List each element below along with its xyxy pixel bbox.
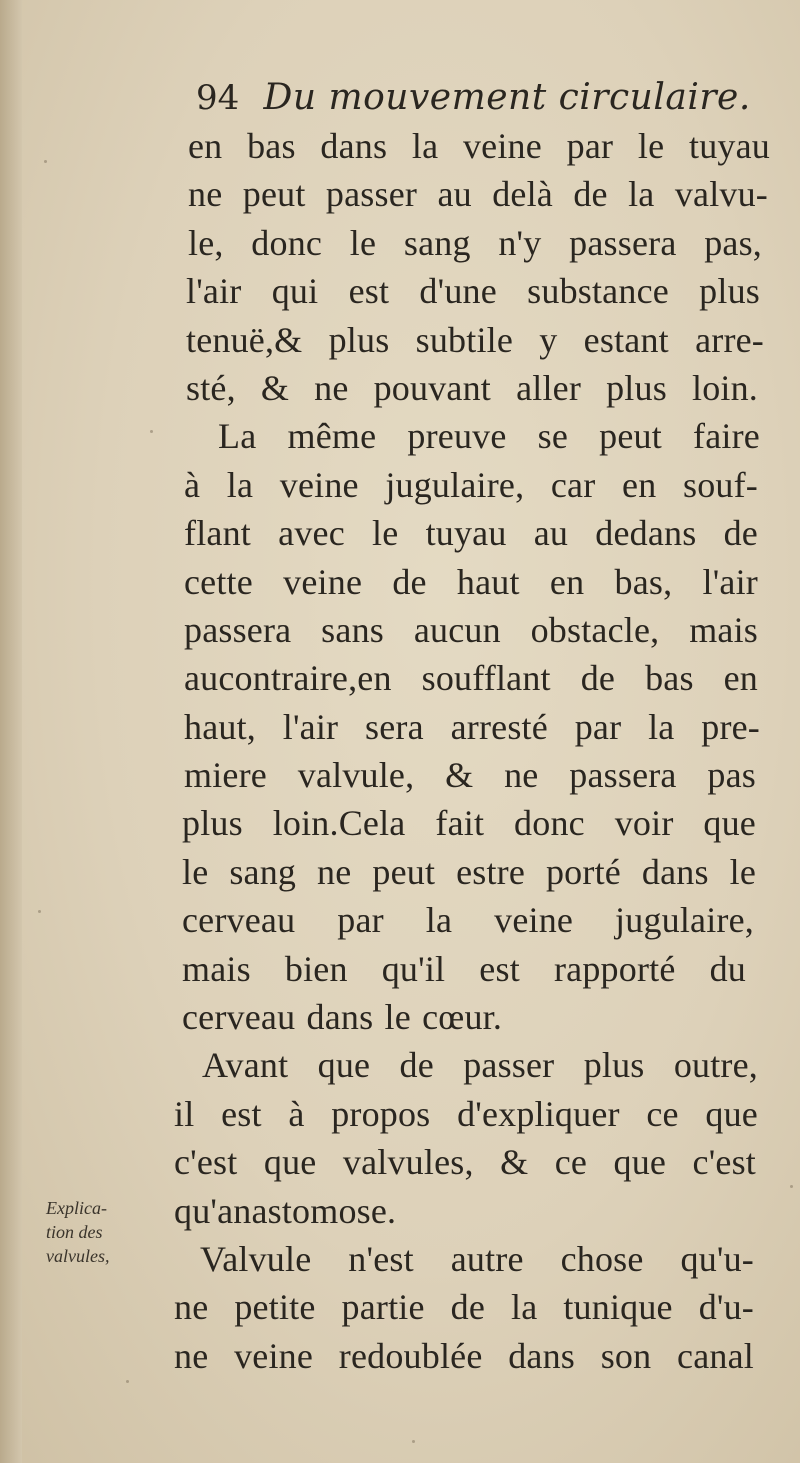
text-line: le, donc le sang n'y passera pas,	[188, 222, 762, 263]
text-line: qu'anastomose.	[174, 1190, 397, 1231]
text-line: flant avec le tuyau au dedans de	[184, 513, 758, 554]
text-line: c'est que valvules, & ce que c'est	[174, 1142, 756, 1183]
text-line: tenuë,& plus subtile y estant arre-	[186, 319, 764, 360]
margin-note-line: valvules,	[46, 1246, 110, 1266]
text-line: Valvule n'est autre chose qu'u-	[200, 1238, 754, 1279]
paper-speck	[126, 1380, 129, 1383]
text-line: cette veine de haut en bas, l'air	[184, 561, 758, 602]
paper-speck	[150, 430, 153, 433]
running-title: Du mouvement circulaire.	[263, 77, 751, 118]
running-header	[196, 68, 756, 128]
text-line: plus loin.Cela fait donc voir que	[182, 803, 756, 844]
paper-speck	[412, 1440, 415, 1443]
page-number: 94	[196, 78, 240, 118]
text-line: ne petite partie de la tunique d'u-	[174, 1287, 754, 1328]
text-line: La même preuve se peut faire	[218, 416, 760, 457]
body-text	[170, 122, 770, 1380]
text-line: ne veine redoublée dans son canal	[174, 1335, 754, 1376]
text-line: mais bien qu'il est rapporté du	[182, 948, 746, 989]
text-line: passera sans aucun obstacle, mais	[184, 609, 758, 650]
paper-speck	[790, 1185, 793, 1188]
text-line: le sang ne peut estre porté dans le	[182, 851, 756, 892]
paper-speck	[44, 160, 47, 163]
text-line: il est à propos d'expliquer ce que	[174, 1093, 758, 1134]
text-line: miere valvule, & ne passera pas	[184, 755, 756, 796]
text-line: haut, l'air sera arresté par la pre-	[184, 706, 760, 747]
text-line: à la veine jugulaire, car en souf-	[184, 464, 758, 505]
margin-note-line: Explica-	[46, 1198, 107, 1218]
text-line: cerveau dans le cœur.	[182, 997, 503, 1038]
page-gutter-shadow	[0, 0, 22, 1463]
text-line: en bas dans la veine par le tuyau	[188, 126, 770, 166]
text-line: Avant que de passer plus outre,	[202, 1045, 758, 1086]
text-line: aucontraire,en soufflant de bas en	[184, 658, 758, 699]
text-line: ne peut passer au delà de la valvu-	[188, 174, 768, 215]
margin-note-line: tion des	[46, 1222, 103, 1242]
text-line: l'air qui est d'une substance plus	[186, 271, 760, 312]
paper-speck	[38, 910, 41, 913]
margin-note	[46, 1196, 156, 1268]
text-line: sté, & ne pouvant aller plus loin.	[186, 367, 758, 408]
text-line: cerveau par la veine jugulaire,	[182, 900, 754, 941]
